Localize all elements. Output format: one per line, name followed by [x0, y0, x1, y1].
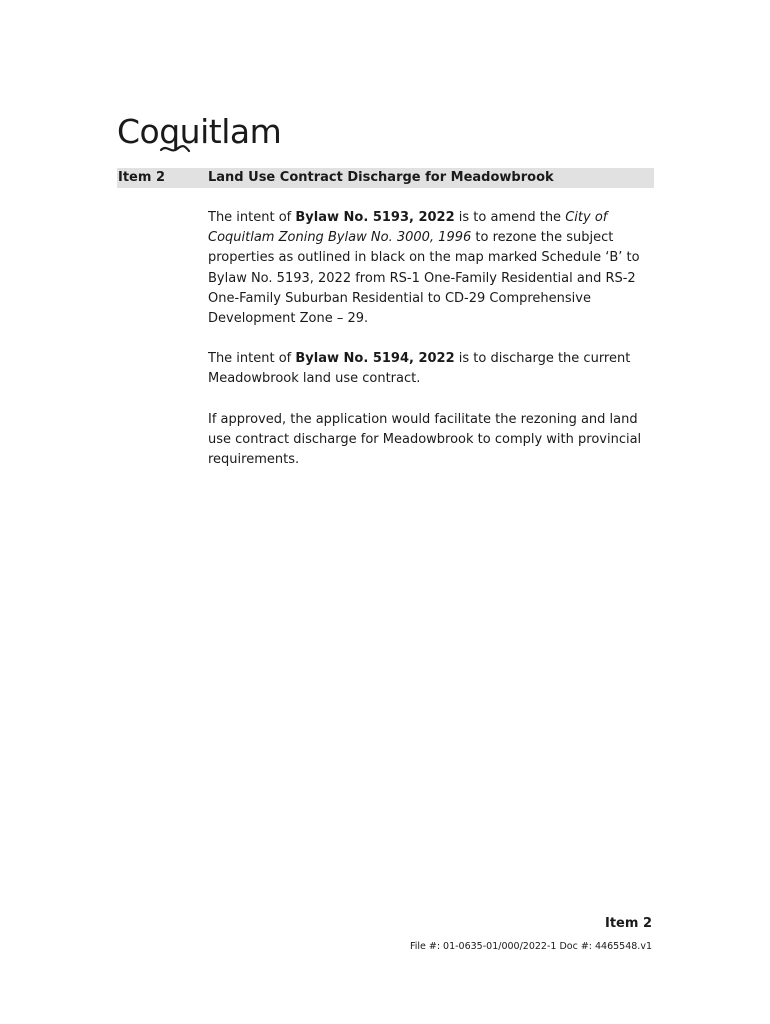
text-run: The intent of [208, 351, 296, 367]
logo-wave-icon [159, 142, 191, 156]
item-title: Land Use Contract Discharge for Meadowbrook [208, 170, 554, 185]
logo-text: Coquitlam [117, 112, 282, 151]
text-run: is to discharge the current Meadowbrook land use contract. [208, 351, 631, 387]
zoning-bylaw-title: City of Coquitlam Zoning Bylaw No. 3000, 1996 [208, 210, 608, 246]
bylaw-reference: Bylaw No. 5193, 2022 [295, 210, 455, 225]
text-run: If approved, the application would facilitate the rezoning and land use contract discharge for Meadowbrook to comply with provincial requirements. [208, 411, 642, 468]
text-run: is to amend the [454, 210, 566, 225]
bylaw-reference: Bylaw No. 5194, 2022 [295, 351, 455, 367]
coquitlam-logo [117, 112, 282, 166]
text-run: The intent of [208, 210, 296, 225]
text-run: to rezone the subject properties as outlined in black on the map marked Schedule ‘B’ to Bylaw No. 5193, 2022 from RS-1 One-Family Residential and RS-2 One-Family Suburban Residential to CD-29 Comprehensive Development Zone – 29. [208, 230, 640, 327]
paragraph-bylaw-5193 [208, 208, 658, 329]
paragraph-approval [208, 410, 658, 471]
footer-item-label: Item 2 [605, 916, 652, 931]
paragraph-bylaw-5194 [208, 349, 658, 389]
item-body [208, 208, 658, 490]
item-label: Item 2 [118, 170, 165, 185]
footer-file-reference: File #: 01-0635-01/000/2022-1 Doc #: 4465548.v1 [409, 941, 652, 952]
